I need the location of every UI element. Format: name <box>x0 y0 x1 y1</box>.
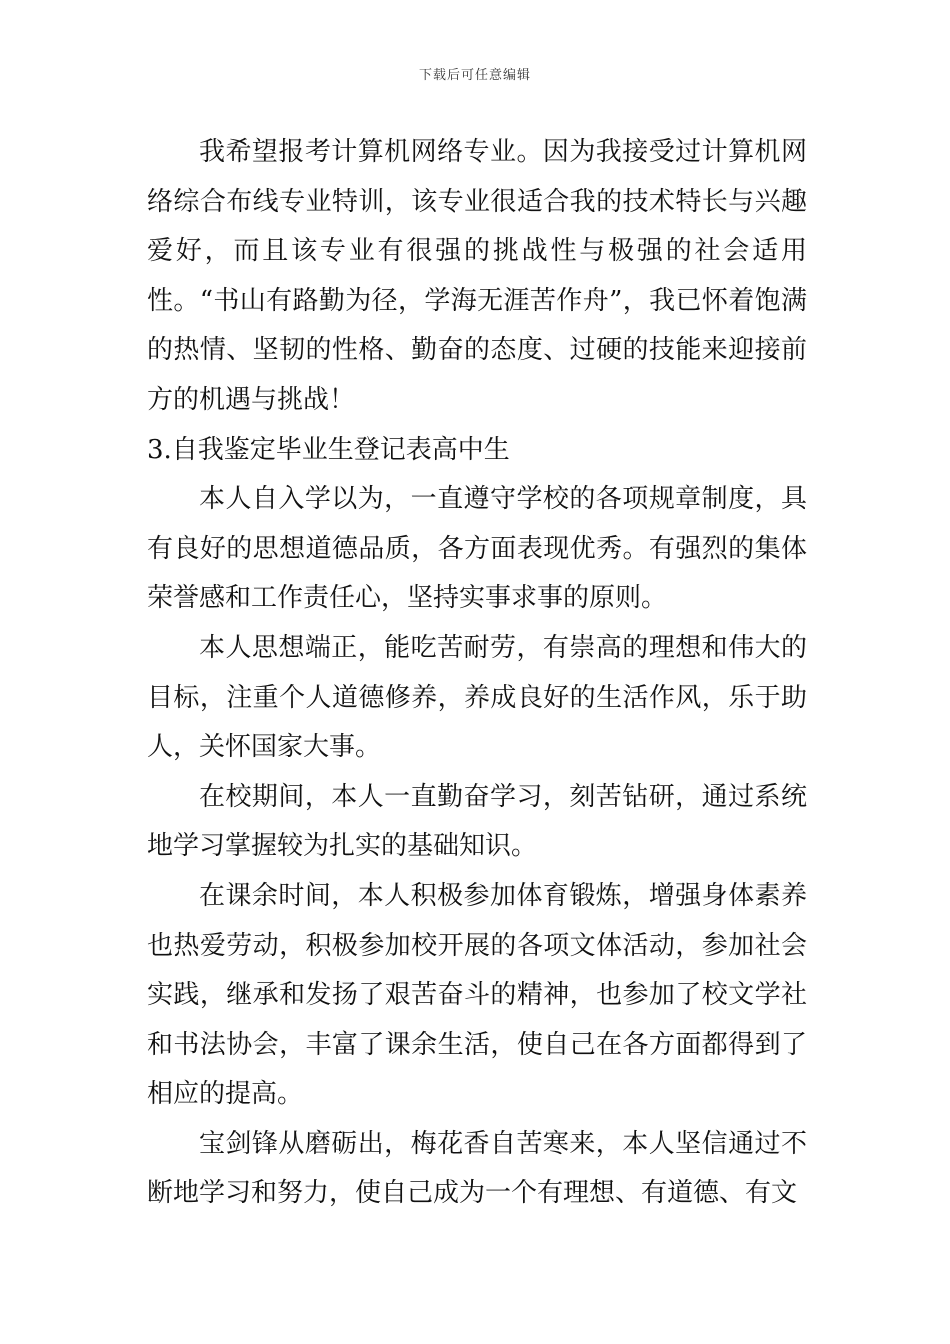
paragraph-study: 在校期间，本人一直勤奋学习，刻苦钻研，通过系统地学习掌握较为扎实的基础知识。 <box>147 781 807 862</box>
section-heading: 3.自我鉴定毕业生登记表高中生 <box>147 434 510 465</box>
paragraph-discipline: 本人自入学以为，一直遵守学校的各项规章制度，具有良好的思想道德品质，各方面表现优秀。有强烈的集体荣誉感和工作责任心，坚持实事求事的原则。 <box>147 484 807 614</box>
document-body <box>147 128 807 1219</box>
paragraph-character: 本人思想端正，能吃苦耐劳，有崇高的理想和伟大的目标，注重个人道德修养，养成良好的生活作风，乐于助人，关怀国家大事。 <box>147 632 807 763</box>
paragraph-activities: 在课余时间，本人积极参加体育锻炼，增强身体素养也热爱劳动，积极参加校开展的各项文体活动，参加社会实践，继承和发扬了艰苦奋斗的精神，也参加了校文学社和书法协会，丰富了课余生活，使自己在各方面都得到了相应的提高。 <box>147 880 807 1110</box>
paragraph-conclusion: 宝剑锋从磨砺出，梅花香自苦寒来，本人坚信通过不断地学习和努力，使自己成为一个有理想、有道德、有文 <box>147 1128 807 1209</box>
paragraph-major-choice: 我希望报考计算机网络专业。因为我接受过计算机网络综合布线专业特训，该专业很适合我的技术特长与兴趣爱好，而且该专业有很强的挑战性与极强的社会适用性。“书山有路勤为径，学海无涯苦作舟”，我已怀着饱满的热情、坚韧的性格、勤奋的态度、过硬的技能来迎接前方的机遇与挑战！ <box>147 137 807 415</box>
page-header: 下载后可任意编辑 <box>418 68 531 83</box>
